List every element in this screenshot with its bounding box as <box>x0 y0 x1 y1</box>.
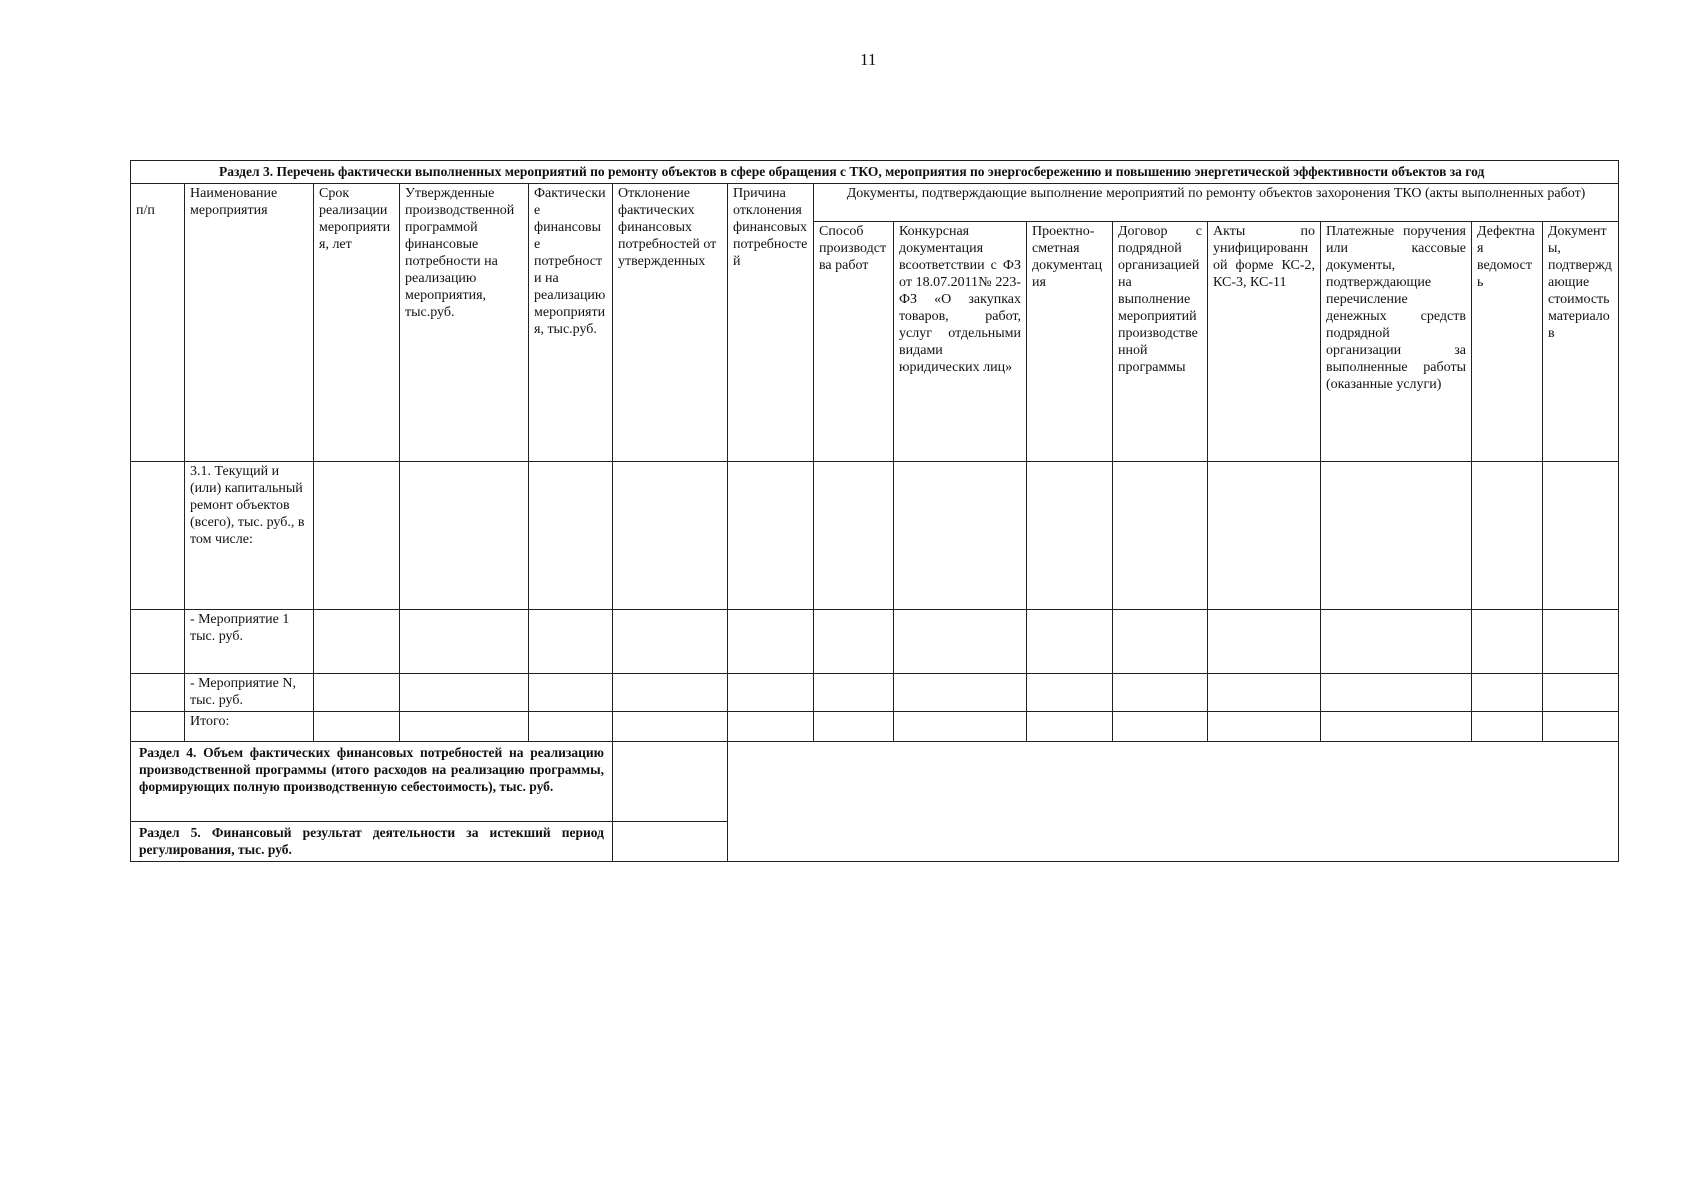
row-measure-n-label: - Мероприятие N, тыс. руб. <box>185 674 314 712</box>
section5-title: Раздел 5. Финансовый результат деятельности за истекший период регулирования, тыс. руб. <box>131 822 613 862</box>
row-3-1-label: 3.1. Текущий и (или) капитальный ремонт объектов (всего), тыс. руб., в том числе: <box>185 462 314 610</box>
header-defect: Дефектная ведомость <box>1472 222 1543 462</box>
header-num: п/п <box>131 184 185 462</box>
section4-title: Раздел 4. Объем фактических финансовых потребностей на реализацию производственной программы (итого расходов на реализацию программы, формирующих полную производственную себестоимость), тыс. руб. <box>131 742 613 822</box>
header-method: Способ производства работ <box>814 222 894 462</box>
row-total-label: Итого: <box>185 712 314 742</box>
header-row-top <box>131 184 1619 222</box>
header-design: Проектно-сметная документация <box>1027 222 1113 462</box>
report-table <box>130 160 1619 862</box>
table-row-total <box>131 712 1619 742</box>
header-term: Срок реализации мероприятия, лет <box>314 184 400 462</box>
table-row <box>131 462 1619 610</box>
section4-value <box>613 742 728 822</box>
table-row <box>131 610 1619 674</box>
header-deviation: Отклонение фактических финансовых потребностей от утвержденных <box>613 184 728 462</box>
section3-title-row <box>131 161 1619 184</box>
section3-title: Раздел 3. Перечень фактически выполненных мероприятий по ремонту объектов в сфере обращения с ТКО, мероприятия по энергосбережению и повышению энергетической эффективности объектов за год <box>131 161 1619 184</box>
row-measure-1-label: - Мероприятие 1 тыс. руб. <box>185 610 314 674</box>
table-row <box>131 674 1619 712</box>
section4-5-blank <box>728 742 1619 862</box>
header-contract: Договор с подрядной организацией на выполнение мероприятий производственной программы <box>1113 222 1208 462</box>
header-approved: Утвержденные производственной программой финансовые потребности на реализацию мероприятия, тыс.руб. <box>400 184 529 462</box>
section4-row <box>131 742 1619 822</box>
header-acts: Акты по унифицированной форме КС-2, КС-3, КС-11 <box>1208 222 1321 462</box>
header-docs-group: Документы, подтверждающие выполнение мероприятий по ремонту объектов захоронения ТКО (акты выполненных работ) <box>814 184 1619 222</box>
header-reason: Причина отклонения финансовых потребностей <box>728 184 814 462</box>
page-number: 11 <box>860 50 877 69</box>
section5-value <box>613 822 728 862</box>
header-payments: Платежные поручения или кассовые документы, подтверждающие перечисление денежных средств подрядной организации за выполненные работы (оказанные услуги) <box>1321 222 1472 462</box>
header-actual: Фактические финансовые потребности на реализацию мероприятия, тыс.руб. <box>529 184 613 462</box>
header-tender: Конкурсная документация всоответствии с ФЗ от 18.07.2011№ 223-ФЗ «О закупках товаров, работ, услуг отдельными видами юридических лиц» <box>894 222 1027 462</box>
header-name: Наименование мероприятия <box>185 184 314 462</box>
header-materials: Документы, подтверждающие стоимость материалов <box>1543 222 1619 462</box>
